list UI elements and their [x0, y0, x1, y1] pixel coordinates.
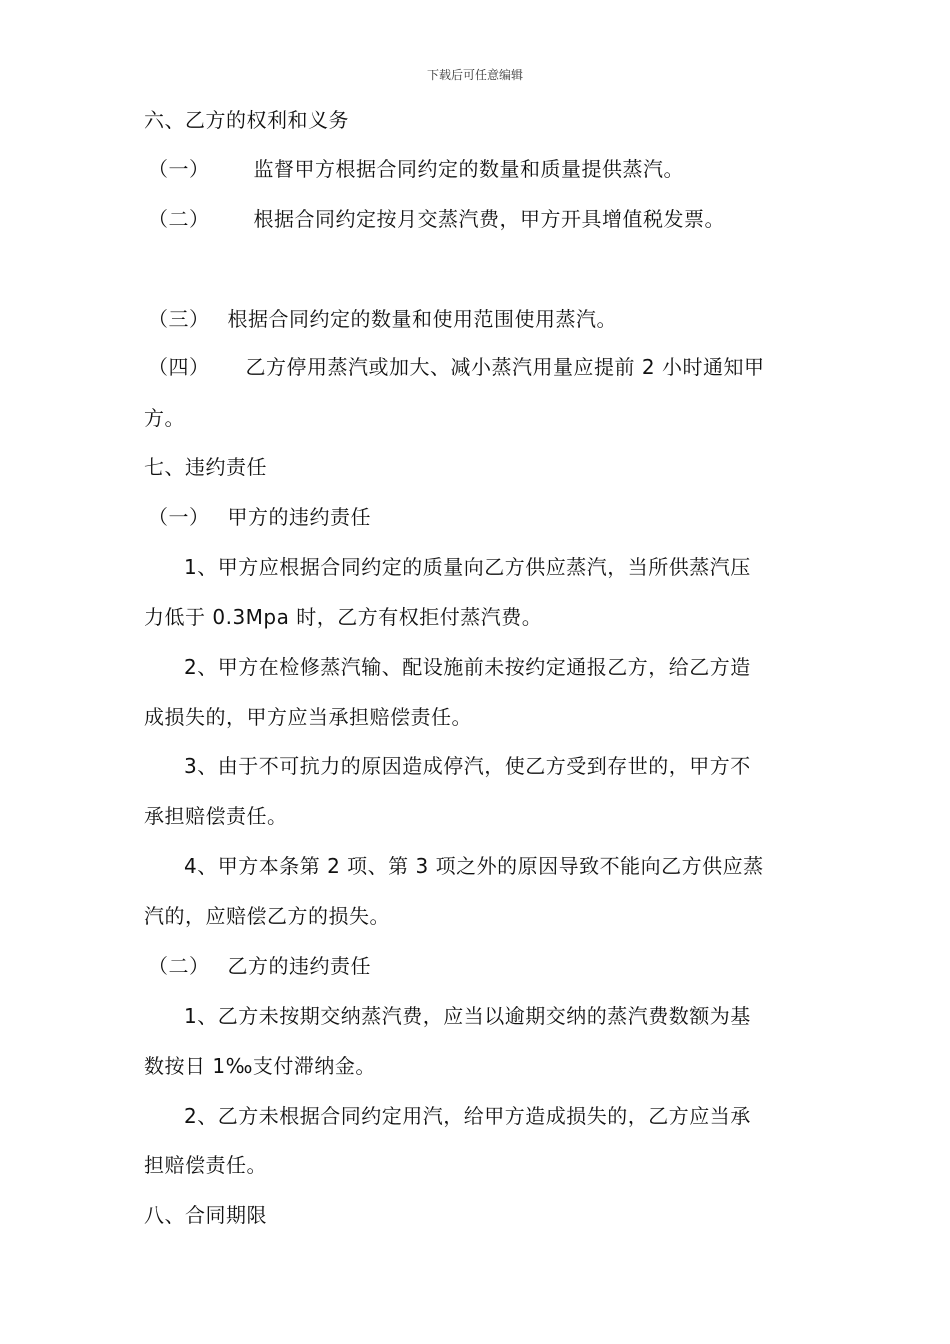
party-a-clause-2-continued: 成损失的，甲方应当承担赔偿责任。	[144, 705, 472, 729]
section-6-item-2	[148, 205, 725, 233]
section-6-heading: 六、乙方的权利和义务	[144, 108, 349, 132]
item-text: 根据合同约定的数量和使用范围使用蒸汽。	[227, 307, 617, 331]
party-b-heading	[148, 952, 371, 980]
party-a-clause-1: 1、甲方应根据合同约定的质量向乙方供应蒸汽，当所供蒸汽压	[184, 555, 751, 579]
item-number: （三）	[148, 307, 210, 331]
item-number: （一）	[148, 157, 210, 181]
party-b-clause-1: 1、乙方未按期交纳蒸汽费，应当以逾期交纳的蒸汽费数额为基	[184, 1004, 751, 1028]
item-number: （一）	[148, 505, 210, 529]
item-text: 甲方的违约责任	[227, 505, 371, 529]
item-number: （二）	[148, 954, 210, 978]
item-number: （四）	[148, 355, 210, 379]
section-8-heading: 八、合同期限	[144, 1203, 267, 1227]
party-a-clause-3: 3、由于不可抗力的原因造成停汽，使乙方受到存世的，甲方不	[184, 754, 751, 778]
item-text: 监督甲方根据合同约定的数量和质量提供蒸汽。	[253, 157, 684, 181]
party-a-clause-3-continued: 承担赔偿责任。	[144, 804, 288, 828]
section-6-item-4-continued: 方。	[144, 406, 185, 430]
party-b-clause-2-continued: 担赔偿责任。	[144, 1153, 267, 1177]
party-a-clause-2: 2、甲方在检修蒸汽输、配设施前未按约定通报乙方，给乙方造	[184, 655, 751, 679]
party-b-clause-2: 2、乙方未根据合同约定用汽，给甲方造成损失的，乙方应当承	[184, 1104, 751, 1128]
item-text: 乙方停用蒸汽或加大、减小蒸汽用量应提前 2 小时通知甲	[245, 355, 765, 379]
party-b-clause-1-continued: 数按日 1‰支付滞纳金。	[144, 1054, 376, 1078]
section-6-item-4	[148, 353, 764, 381]
party-a-clause-4: 4、甲方本条第 2 项、第 3 项之外的原因导致不能向乙方供应蒸	[184, 854, 764, 878]
section-6-item-3	[148, 305, 617, 333]
header-note: 下载后可任意编辑	[426, 68, 523, 82]
item-number: （二）	[148, 207, 210, 231]
section-7-heading: 七、违约责任	[144, 455, 267, 479]
item-text: 乙方的违约责任	[227, 954, 371, 978]
party-a-heading	[148, 503, 371, 531]
section-6-item-1	[148, 155, 684, 183]
party-a-clause-4-continued: 汽的，应赔偿乙方的损失。	[144, 904, 390, 928]
item-text: 根据合同约定按月交蒸汽费，甲方开具增值税发票。	[253, 207, 725, 231]
party-a-clause-1-continued: 力低于 0.3Mpa 时，乙方有权拒付蒸汽费。	[144, 605, 543, 629]
